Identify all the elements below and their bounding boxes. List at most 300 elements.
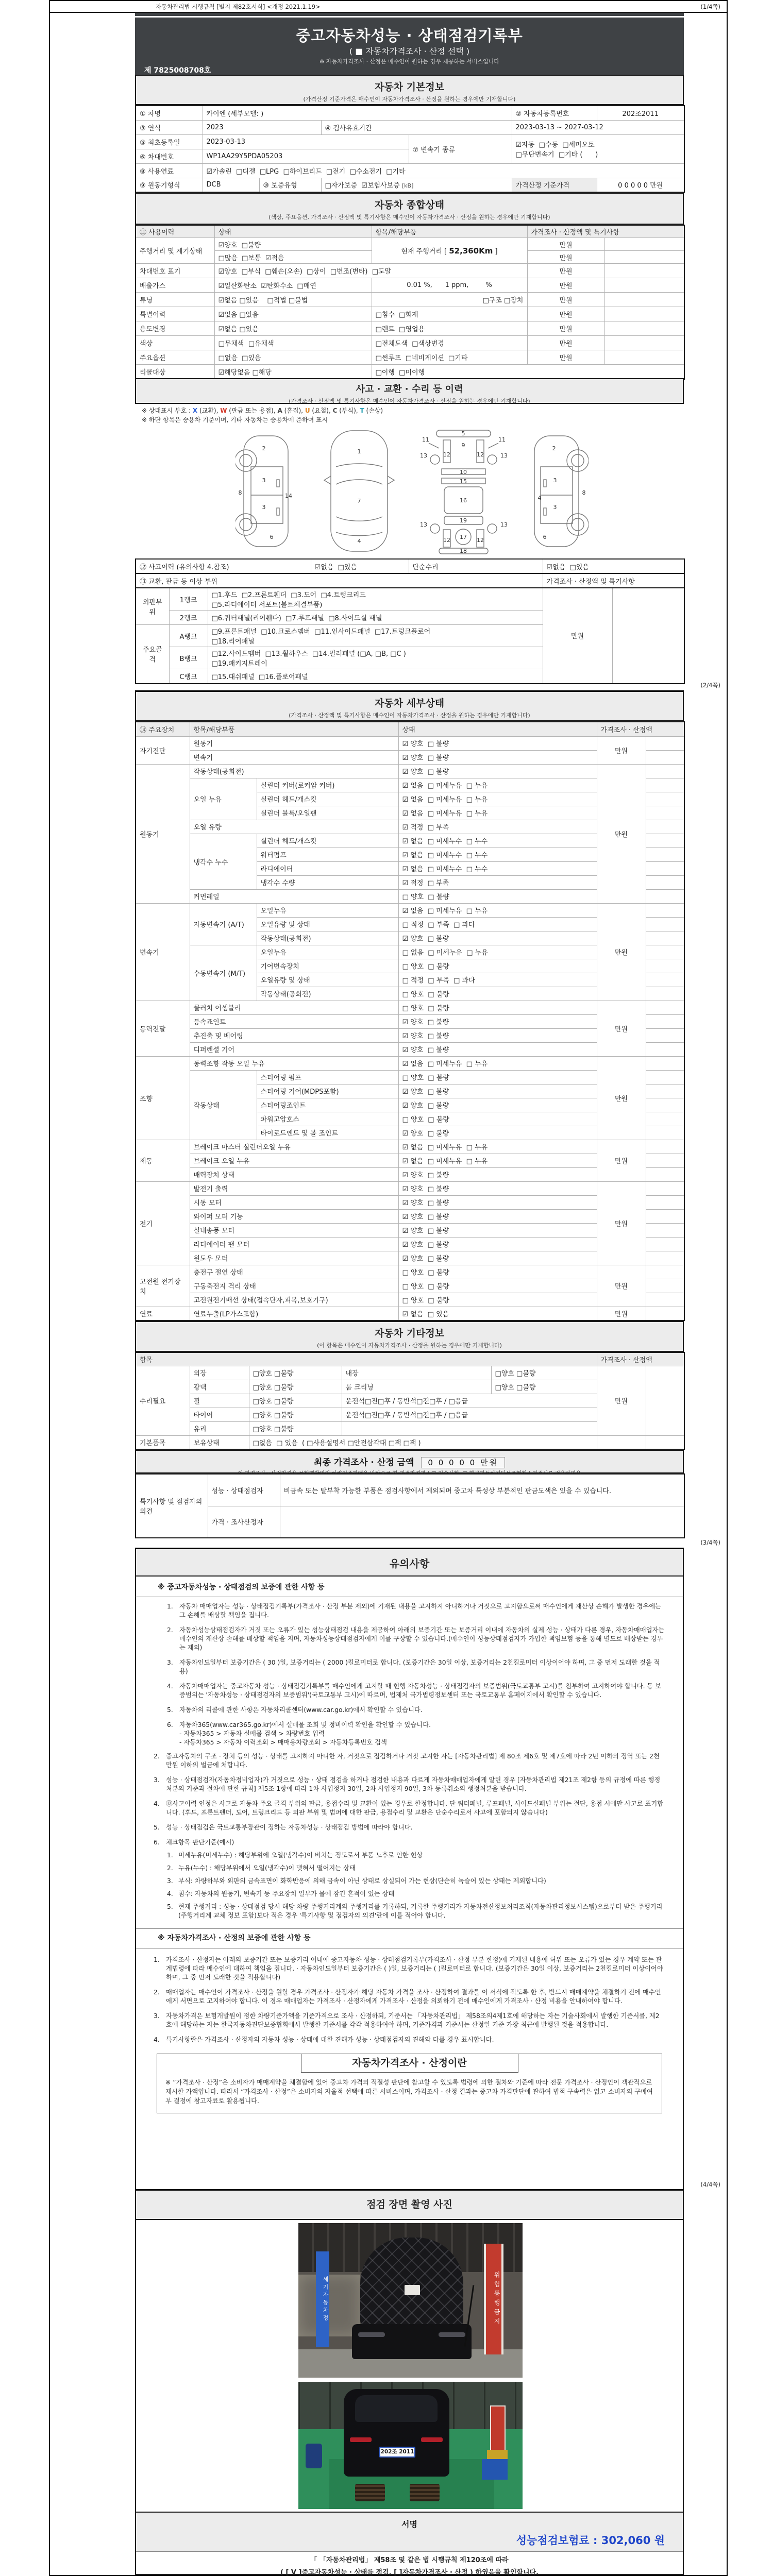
photo-wheel-ramp (355, 2484, 385, 2501)
vehicle-damage-diagram (135, 426, 684, 557)
table-row (136, 1181, 684, 1195)
car-side-left-diagram (236, 431, 297, 552)
price-blank-cell[interactable] (646, 987, 684, 1001)
group-fuel: 연료 (136, 1307, 190, 1320)
item-label: 브레이크 오일 누유 (190, 1154, 398, 1167)
price-blank-cell[interactable] (646, 1195, 684, 1209)
price-blank-cell[interactable] (646, 736, 684, 750)
simple-repair-checkbox[interactable]: ☑없음 □있음 (543, 559, 684, 573)
item-label: 고전원전기배선 상태(접속단자,피복,보호기구) (190, 1293, 398, 1307)
status-checkbox[interactable]: □ 양호 □ 불량 (398, 1279, 597, 1293)
price-won-label: 만원 (597, 1366, 646, 1435)
item-label: 타이어 (190, 1408, 249, 1421)
special-history-checkbox[interactable]: ☑없음 □있음 (214, 307, 372, 321)
status-checkbox[interactable]: ☑ 양호 □ 불량 (398, 1084, 597, 1098)
price-blank-cell[interactable] (646, 1070, 684, 1084)
basic-info-title: 자동차 기본정보 (374, 81, 445, 93)
price-blank-cell[interactable] (604, 251, 684, 264)
status-checkbox[interactable]: ☑ 양호 □ 불량 (398, 1181, 597, 1195)
price-blank-cell[interactable] (646, 875, 684, 889)
status-checkbox[interactable]: □ 양호 □ 불량 (398, 1001, 597, 1014)
notice-item: 4. 자동차매매업자는 중고자동차 성능 · 상태점검기록부를 매수인에게 고지할 때 현행 자동차성능 · 상태점검자의 보증범위(국토교통부 고시)를 첨부하여 고지하여야 합니다. 동 보증범위는 '자동차성능 · 상태점검자의 보증범위'(국토교통부 고시)에 따르며, 법제처 국가법령정보센터 또는 국토교통부 홈페이지에서 확인할 수 있습니다. (167, 1683, 662, 1699)
item-label: 유리 (190, 1421, 249, 1435)
inspection-photo-rear (298, 2382, 523, 2509)
price-blank-cell[interactable] (646, 1167, 684, 1181)
price-blank-cell[interactable] (646, 1056, 684, 1070)
table-row (136, 321, 684, 336)
price-blank-cell[interactable] (646, 1014, 684, 1028)
mileage-label: 주행거리 및 계기상태 (136, 238, 214, 264)
price-blank-cell[interactable] (604, 336, 684, 350)
price-blank-cell[interactable] (646, 959, 684, 973)
svg-text:7: 7 (357, 498, 361, 504)
price-blank-cell[interactable] (604, 293, 684, 307)
svg-text:8: 8 (582, 489, 586, 496)
status-checkbox[interactable]: ☑ 양호 □ 불량 (398, 1167, 597, 1181)
price-won-label: 만원 (597, 1265, 646, 1307)
document-subtitle: ( ■ 자동차가격조사 · 산정 선택 ) (349, 46, 470, 56)
price-blank-cell[interactable] (646, 1307, 684, 1320)
photo-warning-pillar: 위험통행금지 (484, 2244, 503, 2354)
status-checkbox[interactable]: ☑ 양호 □ 불량 (398, 1237, 597, 1251)
rank2-label: 2랭크 (169, 611, 208, 625)
item-label: 실린더 커버(로커암 커버) (257, 778, 398, 792)
status-checkbox[interactable]: ☑ 양호 □ 불량 (398, 1251, 597, 1265)
photo-signature-section (135, 2189, 684, 2575)
section-comprehensive (135, 193, 684, 225)
inspection-photo-front (298, 2223, 523, 2378)
inspector-label: 성능 · 상태점검자 (208, 1474, 280, 1506)
etc-table (135, 1352, 685, 1450)
price-blank-cell[interactable] (646, 1028, 684, 1042)
subgroup-mt: 수동변속기 (M/T) (190, 945, 257, 1001)
col-device: ⑭ 주요장치 (136, 722, 190, 736)
table-row (136, 1001, 684, 1014)
status-checkbox[interactable]: ☑ 없음 □ 미세누수 □ 누수 (398, 861, 597, 875)
svg-text:4: 4 (357, 538, 361, 545)
price-blank-cell[interactable] (646, 945, 684, 959)
group-powertrain: 동력전달 (136, 1001, 190, 1056)
item-label: 와이퍼 모터 기능 (190, 1209, 398, 1223)
price-blank-cell[interactable] (646, 820, 684, 834)
price-won-label: 만원 (597, 1307, 646, 1320)
page-number-3: (3/4쪽) (700, 1539, 720, 1546)
emission-checkbox[interactable]: ☑일산화탄소 ☑탄화수소 □매연 (214, 278, 372, 293)
price-blank-cell[interactable] (646, 1251, 684, 1265)
group-steering: 조향 (136, 1056, 190, 1140)
price-won-label: 만원 (527, 307, 604, 321)
special-history-label: 특별이력 (136, 307, 214, 321)
status-checkbox[interactable]: □ 양호 □ 불량 (398, 889, 597, 903)
svg-text:15: 15 (460, 478, 467, 485)
confirmation-footer (136, 2552, 683, 2576)
price-blank-cell[interactable] (604, 278, 684, 293)
status-checkbox[interactable]: ☑ 없음 □ 미세누수 □ 누수 (398, 848, 597, 861)
price-blank-cell[interactable] (646, 1265, 684, 1279)
status-checkbox[interactable]: □양호 □불량 (249, 1408, 342, 1421)
photo-open-hood (360, 2238, 463, 2328)
table-row (136, 1140, 684, 1154)
model-year-value: 2023 (203, 120, 321, 134)
svg-text:8: 8 (238, 489, 242, 496)
status-checkbox[interactable]: □ 양호 □ 불량 (398, 1112, 597, 1126)
price-blank-cell[interactable] (646, 764, 684, 778)
tire-position-checkbox[interactable]: 운전석□전□후 / 동반석□전□후 / □응급 (342, 1408, 597, 1421)
notice-subitem: 2. 누유(누수) : 해당부위에서 오일(냉각수)이 맺혀서 떨어지는 상태 (167, 1865, 356, 1872)
status-checkbox[interactable]: □ 양호 □ 불량 (398, 987, 597, 1001)
emission-label: 배출가스 (136, 278, 214, 293)
rank1-checkbox-group[interactable]: □1.후드 □2.프론트휀더 □3.도어 □4.트렁크리드 □5.라디에이터 서포트(볼트체결부품) (208, 588, 543, 611)
notice-item: 3. 자동차가격은 보험개발원이 정한 차량기준가액을 기준가격으로 조사 · 산정하되, 기준서는 「자동차관리법」 제58조의4제1호에 해당하는 자는 기술사회에서 발행한 기준서를, 제2호에 해당하는 자는 한국자동차진단보증협회에서 발행한 기준서를 각각 적용하여야 하며, 기준가격과 기준서는 산정일 기준 가장 최근에 발행된 것을 적용합니다. (154, 2012, 660, 2028)
price-blank-cell[interactable] (646, 778, 684, 792)
notice-item: 6. 체크항목 판단기준(예시) (154, 1839, 234, 1846)
table-row (136, 1265, 684, 1279)
photo-rear-window (355, 2395, 438, 2422)
final-price-line: 최종 가격조사 · 산정 금액 0 0 0 0 0 만원 (136, 1455, 683, 1468)
signature-title: 서명 (401, 2519, 417, 2529)
price-won-label: 만원 (527, 238, 604, 251)
price-won-label: 만원 (527, 278, 604, 293)
status-checkbox[interactable]: □양호 □불량 (491, 1366, 597, 1380)
rank2-checkbox-group[interactable]: □6.쿼터패널(리어휀다) □7.루프패널 □8.사이드실 패널 (208, 611, 543, 625)
status-checkbox[interactable]: ☑ 양호 □ 불량 (398, 750, 597, 764)
table-row (136, 1307, 684, 1320)
table-header-row (136, 1352, 684, 1366)
price-blank-cell[interactable] (646, 917, 684, 931)
notice-item: 1. 가격조사 · 산정자는 아래의 보증기간 또는 보증거리 이내에 중고자동차 성능 · 상태점검기록부(가격조사 · 산정 부분 한정)에 기재된 내용에 허위 또는 오류가 있는 경우 계약 또는 관계법령에 따라 매수인에 대하여 책임을 집니다. · 자동차인도일부터 보증기간은 ( )일, 보증거리는 ( )킬로미터로 합니다. (보증기간은 30일 이상, 보증거리는 2천킬로미터 이상이어야 하며, 그 중 먼저 도래한 것을 적용합니다) (154, 1956, 663, 1981)
photo-blue-banner: 세기자동차정 (316, 2251, 329, 2347)
detail-table (135, 721, 685, 1321)
item-label: 스티어링 기어(MDPS포함) (257, 1084, 398, 1098)
price-blank-cell[interactable] (646, 1112, 684, 1126)
item-label: 연료누출(LP가스포함) (190, 1307, 398, 1320)
tuning-checkbox[interactable]: ☑없음 □있음 □적법 □불법 (214, 293, 372, 307)
item-label: 커먼레일 (190, 889, 398, 903)
table-row (136, 278, 684, 293)
notice-item: 5. 성능 · 상태점검은 국토교통부장관이 정하는 자동차성능 · 상태점검 방법에 따라야 합니다. (154, 1824, 413, 1831)
item-label: 동력조향 작동 오일 누유 (190, 1056, 398, 1070)
inspection-insurance-fee: 성능점검보험료 : 302,060 원 (516, 2534, 665, 2547)
rankC-checkbox-group[interactable]: □15.대쉬패널 □16.플로어패널 (208, 669, 543, 684)
svg-text:13: 13 (420, 521, 427, 528)
etc-title: 자동차 기타정보 (374, 1328, 445, 1339)
price-blank-cell[interactable] (612, 588, 684, 684)
price-blank-cell[interactable] (604, 350, 684, 365)
mark-c: C (332, 407, 338, 414)
status-checkbox[interactable]: ☑ 양호 □ 불량 (398, 1126, 597, 1140)
subgroup-coolant-leak: 냉각수 누수 (190, 834, 257, 889)
table-row (136, 350, 684, 365)
svg-text:11: 11 (498, 436, 506, 443)
item-label: 실린더 블록/오일팬 (257, 806, 398, 820)
price-won-label: 만원 (597, 1001, 646, 1056)
status-checkbox[interactable]: ☑ 없음 □ 미세누유 □ 누유 (398, 806, 597, 820)
mark-w: W (220, 407, 227, 414)
status-checkbox[interactable]: □양호 □불량 (491, 1380, 597, 1394)
svg-text:19: 19 (460, 517, 467, 524)
usage-change-kind-checkbox[interactable]: □렌트 □영업용 (372, 321, 527, 336)
svg-text:16: 16 (460, 497, 467, 504)
status-checkbox[interactable]: □ 양호 □ 불량 (398, 1265, 597, 1279)
status-checkbox[interactable]: □ 적정 □ 부족 □ 과다 (398, 973, 597, 987)
status-checkbox[interactable]: □ 없음 □ 미세누유 □ 누유 (398, 945, 597, 959)
notice-item: 4. ⑫사고이력 인정은 사고로 자동차 주요 골격 부위의 판금, 용접수리 및 교환이 있는 경우로 한정합니다. 단 쿼터패널, 루프패널, 사이드실패널 부위는 절단, 용접 시에만 사고로 표기합니다. (후드, 프론트펜더, 도어, 트렁크리드 등 외판 부위 및 범퍼에 대한 판금, 용접수리 및 교환은 단순수리로서 사고에 포함되지 않습니다) (154, 1800, 664, 1816)
photo-crate-yellow (487, 2450, 508, 2459)
price-blank-cell[interactable] (646, 1209, 684, 1223)
status-checkbox[interactable]: □양호 □불량 (249, 1366, 342, 1380)
hold-state-checkbox[interactable]: □없음 □ 있음 ( □사용설명서 □안전삼각대 □잭 □잭 ) (249, 1435, 597, 1449)
exchange-header-label: ⑬ 교환, 판금 등 이상 부위 (136, 573, 543, 588)
notice-section-a-header: ※ 중고자동차성능 · 상태점검의 보증에 관한 사항 등 (135, 1577, 684, 1597)
item-label: 추진축 및 베어링 (190, 1028, 398, 1042)
group-electric: 전기 (136, 1181, 190, 1265)
status-checkbox[interactable]: ☑ 없음 □ 미세누유 □ 누유 (398, 778, 597, 792)
price-blank-cell[interactable] (604, 307, 684, 321)
price-blank-cell[interactable] (646, 792, 684, 806)
empty-cell (342, 1421, 597, 1435)
document-number: 제 7825008708호 (144, 66, 211, 75)
comprehensive-table (135, 225, 685, 380)
price-blank-cell[interactable] (646, 1293, 684, 1307)
item-label: 룸 크리닝 (342, 1380, 491, 1394)
table-row (136, 134, 684, 149)
status-checkbox[interactable]: ☑ 없음 □ 미세누유 □ 누유 (398, 903, 597, 917)
item-label: 배력장치 상태 (190, 1167, 398, 1181)
notice-title: 유의사항 (389, 1557, 430, 1570)
price-blank-cell[interactable] (646, 848, 684, 861)
subgroup-operation: 작동상태 (190, 1070, 257, 1140)
mark-t: T (360, 407, 364, 414)
price-blank-cell[interactable] (604, 264, 684, 278)
appraiser-comment (280, 1506, 684, 1538)
photo-headlight (358, 2332, 385, 2337)
license-plate: 202조 2011 (379, 2447, 415, 2458)
signature-band (136, 2512, 683, 2552)
item-label: 원동기 (190, 736, 398, 750)
photo-wheel-ramp (410, 2484, 440, 2501)
color-kind-checkbox[interactable]: □전체도색 □색상변경 (372, 336, 527, 350)
recall-done-checkbox[interactable]: □이행 □미이행 (372, 365, 684, 379)
notice-item: 2. 매매업자는 매수인이 가격조사 · 산정을 원할 경우 가격조사 · 산정자가 해당 자동차 가격을 조사 · 산정하여 결과를 이 서식에 적도록 한 후, 반드시 매매계약을 체결하기 전에 매수인에게 서면으로 고지하여야 합니다. 이 경우 매매업자는 가격조사 · 산정자에게 가격조사 · 산정을 의뢰하기 전에 매수인에게 가격조사 · 산정 비용을 안내하여야 합니다. (154, 1989, 661, 2005)
mileage-amount-checkbox[interactable]: □많음 □보통 ☑적음 (214, 251, 372, 264)
status-checkbox[interactable]: ☑ 양호 □ 불량 (398, 1209, 597, 1223)
accident-note: (가격조사 · 산정액 및 특기사항은 매수인이 자동차가격조사 · 산정을 원하는 경우에만 기재합니다) (289, 398, 530, 404)
status-checkbox[interactable]: ☑ 없음 □ 미세누유 □ 누유 (398, 792, 597, 806)
price-blank-cell[interactable] (604, 321, 684, 336)
status-checkbox[interactable]: ☑ 적정 □ 부족 (398, 875, 597, 889)
status-checkbox[interactable]: ☑ 없음 □ 미세누수 □ 누수 (398, 834, 597, 848)
photo-headlight (439, 2332, 465, 2337)
status-checkbox[interactable]: ☑ 양호 □ 불량 (398, 1195, 597, 1209)
price-blank-cell[interactable] (646, 1223, 684, 1237)
status-checkbox[interactable]: ☑ 없음 □ 미세누유 □ 누유 (398, 1154, 597, 1167)
first-reg-label: ⑤ 최초등록일 (136, 134, 203, 149)
status-checkbox[interactable]: ☑ 양호 □ 불량 (398, 1098, 597, 1112)
notice-item: 2. 중고자동차의 구조 · 장치 등의 성능 · 상태를 고지하지 아니한 자, 거짓으로 점검하거나 거짓 고지한 자는 [자동차관리법] 제 80조 제6호 및 제7호에 따라 2년 이하의 징역 또는 2천만원 이하의 벌금에 처합니다. (154, 1753, 660, 1769)
price-blank-cell[interactable] (646, 1126, 684, 1140)
outer-panel-label: 외판부위 (136, 588, 169, 625)
svg-text:1: 1 (357, 448, 361, 455)
price-blank-cell[interactable] (646, 861, 684, 875)
footer-line-2: ( [ V ]중고자동차성능 · 상태를 점검, [ ]자동차가격조사 · 산정 ) 하였음을 확인합니다. (280, 2569, 539, 2576)
vin-mark-checkbox[interactable]: ☑양호 □부식 □훼손(오손) □상이 □변조(변타) □도말 (214, 264, 527, 278)
svg-text:3: 3 (262, 477, 266, 484)
rankB-checkbox-group[interactable]: □12.사이드멤버 □13.휠하우스 □14.필러패널 (□A, □B, □C ) □19.패키지트레이 (208, 647, 543, 669)
tuning-kind-checkbox[interactable]: □구조 □장치 (372, 293, 527, 307)
options-label: 주요옵션 (136, 350, 214, 365)
fuel-checkbox-group[interactable]: ☑가솔린 □디젤 □LPG □하이브리드 □전기 □수소전기 □기타 (203, 163, 684, 178)
status-checkbox[interactable]: ☑ 없음 □ 미세누유 □ 누유 (398, 1140, 597, 1154)
options-checkbox[interactable]: □없음 □있음 (214, 350, 372, 365)
price-blank-cell[interactable] (646, 889, 684, 903)
bas ic-info-note: (가격산정 기준가격은 매수인이 자동차가격조사 · 산정을 원하는 경우에만 기재합니다) (303, 96, 516, 103)
status-checkbox[interactable]: □양호 □불량 (249, 1394, 342, 1408)
status-checkbox[interactable]: ☑ 양호 □ 불량 (398, 931, 597, 945)
price-blank-cell[interactable] (646, 806, 684, 820)
mileage-status-checkbox[interactable]: ☑양호 □불량 (214, 238, 372, 251)
price-blank-cell[interactable] (604, 238, 684, 251)
item-label: 실내송풍 모터 (190, 1223, 398, 1237)
options-kind-checkbox[interactable]: □썬루프 □네비게이션 □기타 (372, 350, 527, 365)
rankB-label: B랭크 (169, 647, 208, 669)
emission-values: 0.01 %, 1 ppm, % (372, 278, 527, 293)
price-blank-cell[interactable] (646, 750, 684, 764)
page-number-4: (4/4쪽) (700, 2181, 720, 2188)
transmission-label: ⑦ 변속기 종류 (409, 134, 512, 163)
status-checkbox[interactable]: ☑ 없음 □ 미세누유 □ 누유 (398, 1056, 597, 1070)
table-row (136, 736, 684, 750)
item-label: 오일유량 및 상태 (257, 973, 398, 987)
col-status: 상태 (214, 225, 372, 238)
main-frame-label: 주요골격 (136, 625, 169, 684)
legend-note: ※ 하단 항목은 승용차 기준이며, 기타 자동차는 승용차에 준하여 표시 (142, 416, 328, 423)
document-note: ※ 자동차가격조사 · 산정은 매수인이 원하는 경우 제공하는 서비스입니다 (320, 58, 499, 65)
price-blank-cell[interactable] (646, 973, 684, 987)
price-blank-cell[interactable] (646, 903, 684, 917)
vin-mark-label: 차대번호 표기 (136, 264, 214, 278)
status-checkbox[interactable]: ☑ 양호 □ 불량 (398, 1014, 597, 1028)
price-won-label: 만원 (527, 321, 604, 336)
transmission-checkbox-group[interactable]: ☑자동 □수동 □세미오토 □무단변속기 □기타 ( ) (512, 134, 684, 163)
fuel-label: ⑧ 사용연료 (136, 163, 203, 178)
photo-fire-cabinet (490, 2405, 506, 2455)
price-blank-cell[interactable] (646, 834, 684, 848)
status-checkbox[interactable]: ☑ 양호 □ 불량 (398, 764, 597, 778)
first-reg-value: 2023-03-13 (203, 134, 409, 149)
photo-taillight (350, 2437, 372, 2442)
status-checkbox[interactable]: ☑ 양호 □ 불량 (398, 736, 597, 750)
recall-checkbox[interactable]: ☑해당없음 □해당 (214, 365, 372, 379)
price-blank-cell[interactable] (646, 1181, 684, 1195)
item-label: 외장 (190, 1366, 249, 1380)
status-checkbox[interactable]: ☑ 양호 □ 불량 (398, 1223, 597, 1237)
price-blank-cell[interactable] (646, 931, 684, 945)
table-row (136, 559, 684, 573)
item-label: 시동 모터 (190, 1195, 398, 1209)
usage-change-checkbox[interactable]: ☑없음 □있음 (214, 321, 372, 336)
status-checkbox[interactable]: □ 양호 □ 불량 (398, 1070, 597, 1084)
mark-u: U (305, 407, 310, 414)
table-row (136, 588, 684, 611)
price-blank-cell[interactable] (646, 1366, 684, 1435)
warranty-tag: [kB] (401, 182, 414, 190)
form-reference: 자동차관리법 시행규칙 [별지 제82호서식] <개정 2021.1.19> (156, 3, 321, 10)
section-basic-info (135, 75, 684, 105)
color-checkbox[interactable]: □무채색 □유채색 (214, 336, 372, 350)
mark-x: X (192, 407, 198, 414)
item-label: 광택 (190, 1380, 249, 1394)
notice-body (135, 1597, 684, 2189)
price-blank-cell[interactable] (646, 1237, 684, 1251)
meta-row (50, 1, 727, 13)
price-won-label: 만원 (527, 251, 604, 264)
status-checkbox[interactable]: □ 양호 □ 불량 (398, 1293, 597, 1307)
wheel-position-checkbox[interactable]: 운전석□전□후 / 동반석□전□후 / □응급 (342, 1394, 597, 1408)
status-checkbox[interactable]: □ 양호 □ 불량 (398, 959, 597, 973)
warranty-checkbox-group[interactable]: □자가보증 ☑보험사보증 [kB] (321, 178, 512, 192)
price-blank-cell[interactable] (646, 1084, 684, 1098)
item-label: 내장 (342, 1366, 491, 1380)
svg-text:13: 13 (420, 452, 427, 459)
item-label: 구동축전지 격리 상태 (190, 1279, 398, 1293)
price-blank-cell[interactable] (646, 1042, 684, 1056)
status-checkbox[interactable]: □ 적정 □ 부족 □ 과다 (398, 917, 597, 931)
price-blank-cell[interactable] (646, 1279, 684, 1293)
table-row (136, 264, 684, 278)
opinion-table (135, 1473, 685, 1538)
svg-text:12: 12 (477, 537, 484, 544)
col-use-history: ⑪ 사용이력 (136, 225, 214, 238)
notice-subitem: 4. 침수: 자동차의 원동기, 변속기 등 주요장치 일부가 물에 잠긴 흔적이 있는 상태 (167, 1890, 395, 1897)
price-blank-cell[interactable] (646, 1140, 684, 1154)
section-accident (135, 378, 684, 404)
item-label: 냉각수 수량 (257, 875, 398, 889)
svg-text:11: 11 (422, 436, 429, 443)
accident-history-checkbox[interactable]: ☑없음 □있음 (311, 559, 409, 573)
table-row (136, 764, 684, 778)
rankA-label: A랭크 (169, 625, 208, 647)
svg-text:12: 12 (443, 451, 450, 458)
table-row (136, 120, 684, 134)
warranty-type-label: ⑩ 보증유형 (259, 178, 321, 192)
table-row (136, 178, 684, 192)
item-label: 휠 (190, 1394, 249, 1408)
status-checkbox[interactable]: ☑ 적정 □ 부족 (398, 820, 597, 834)
svg-text:10: 10 (460, 469, 467, 476)
item-label: 발전기 출력 (190, 1181, 398, 1195)
subgroup-oil-leak: 오일 누유 (190, 778, 257, 820)
page-frame (49, 0, 728, 2576)
status-checkbox[interactable]: □양호 □불량 (249, 1380, 342, 1394)
status-checkbox[interactable]: ☑ 양호 □ 불량 (398, 1028, 597, 1042)
notice-item: 4. 특기사항란은 가격조사 · 산정자의 자동차 성능 · 상태에 대한 견해가 성능 · 상태점검자의 견해와 다를 경우 표시합니다. (154, 2036, 494, 2043)
group-self-diagnosis: 자기진단 (136, 736, 190, 764)
rankA-checkbox-group[interactable]: □9.프론트패널 □10.크로스멤버 □11.인사이드패널 □17.트렁크플로어 □18.리어패널 (208, 625, 543, 647)
status-checkbox[interactable]: □양호 □불량 (249, 1421, 342, 1435)
vehicle-name-value: 카이엔 (세부모델: ) (203, 106, 512, 120)
status-checkbox[interactable]: ☑ 없음 □ 있음 (398, 1307, 597, 1320)
table-row (136, 1506, 684, 1538)
special-history-kind-checkbox[interactable]: □침수 □화재 (372, 307, 527, 321)
status-checkbox[interactable]: ☑ 양호 □ 불량 (398, 1042, 597, 1056)
photo-car-front (352, 2324, 472, 2359)
item-label: 라디에이터 (257, 861, 398, 875)
price-blank-cell[interactable] (646, 1098, 684, 1112)
price-blank-cell[interactable] (646, 1154, 684, 1167)
document-title: 중고자동차성능 · 상태점검기록부 (296, 27, 523, 44)
price-blank-cell[interactable] (646, 1001, 684, 1014)
page-number-1: (1/4쪽) (700, 3, 720, 10)
